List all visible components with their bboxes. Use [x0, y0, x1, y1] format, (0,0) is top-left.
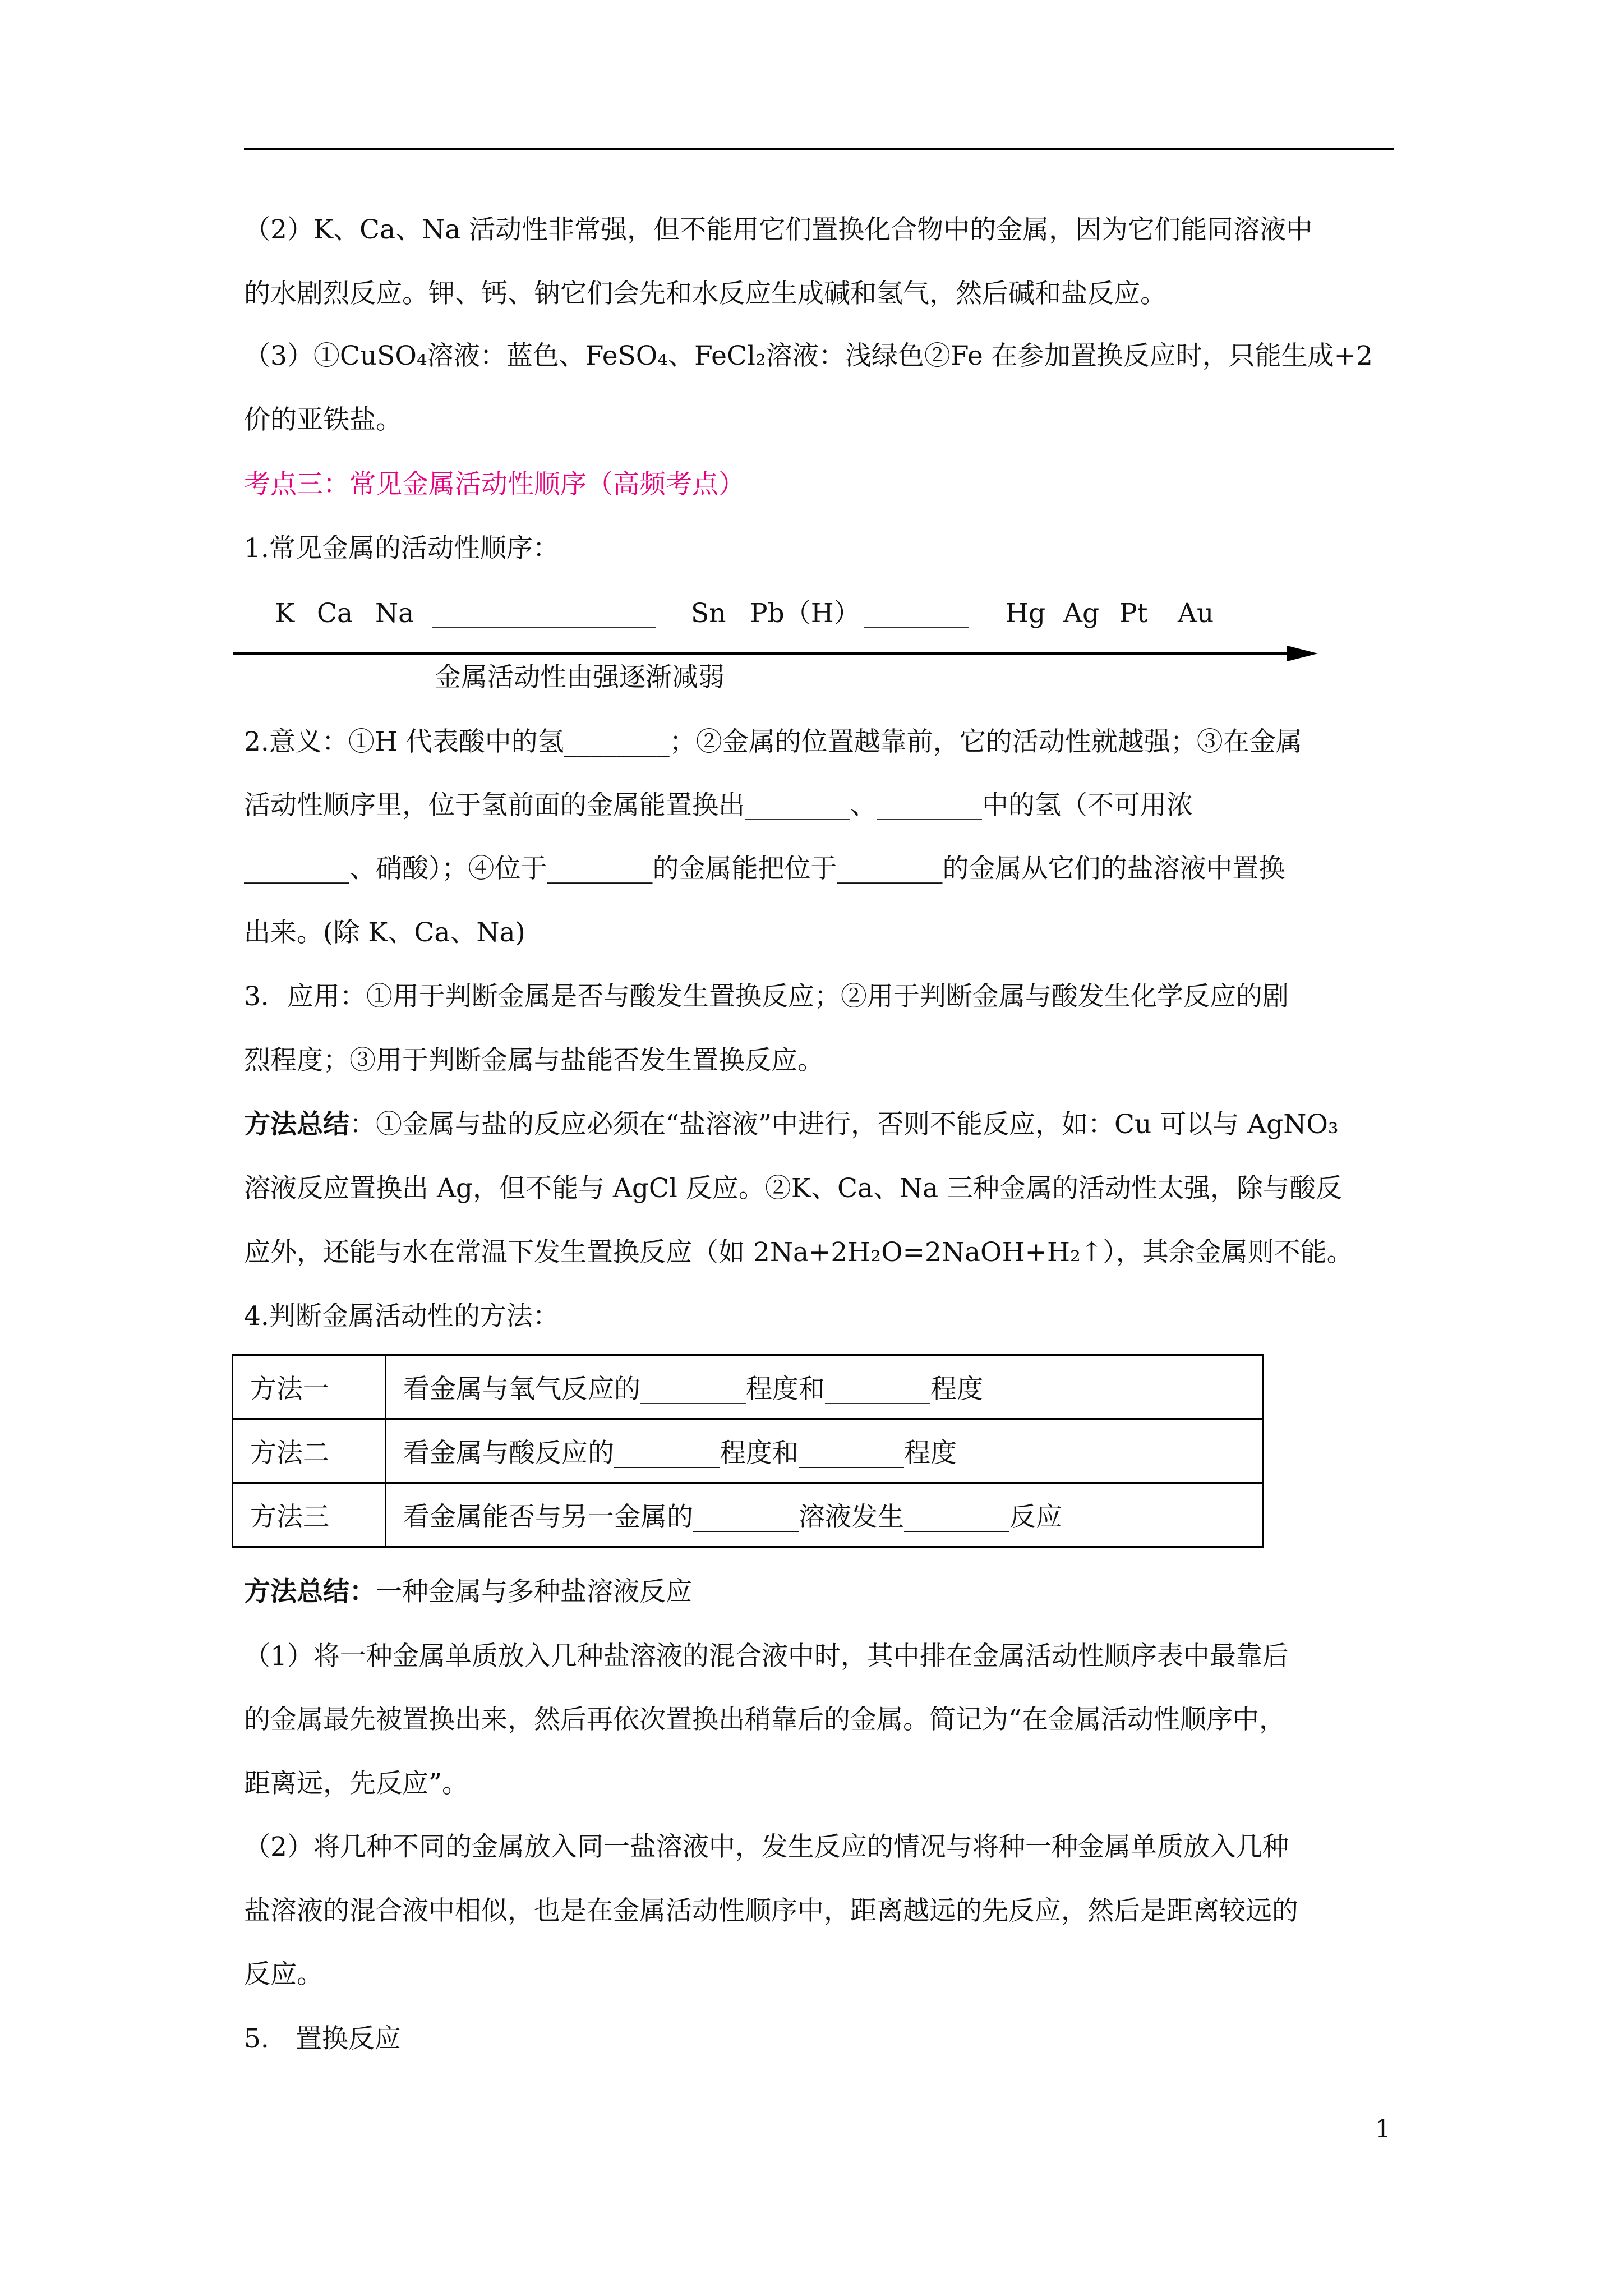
activity-arrow [233, 642, 1318, 665]
method-summary-2-title [244, 1575, 692, 1609]
method-description: 看金属与酸反应的________程度和________程度 [386, 1419, 1263, 1483]
meaning-line-4: 出来。(除 K、Ca、Na) [244, 917, 525, 948]
paragraph-3-line-2: 价的亚铁盐。 [244, 404, 402, 435]
method-summary-2-p2-line-1: （2）将几种不同的金属放入同一盐溶液中，发生反应的情况与将种一种金属单质放入几种 [244, 1832, 1289, 1862]
method-summary-2-p1-line-1: （1）将一种金属单质放入几种盐溶液的混合液中时，其中排在金属活动性顺序表中最靠后 [244, 1641, 1289, 1672]
item-5-title: 5. 置换反应 [244, 2023, 401, 2054]
method-name: 方法二 [233, 1419, 386, 1483]
method-summary-2-p1-line-3: 距离远，先反应”。 [244, 1768, 469, 1799]
method-summary-2-title-text: 一种金属与多种盐溶液反应 [376, 1576, 692, 1607]
activity-series-caption: 金属活动性由强逐渐减弱 [435, 662, 725, 693]
application-line-2: 烈程度；③用于判断金属与盐能否发生置换反应。 [244, 1045, 824, 1076]
method-name: 方法三 [233, 1483, 386, 1547]
method-summary-1-line-1 [244, 1108, 1339, 1142]
metal-sn: Sn [691, 598, 726, 629]
meaning-line-2: 活动性顺序里，位于氢前面的金属能置换出________、________中的氢（不可用浓 [244, 790, 1193, 821]
item-4-title: 4.判断金属活动性的方法： [244, 1301, 559, 1332]
method-summary-2-p1-line-2: 的金属最先被置换出来，然后再依次置换出稍靠后的金属。简记为“在金属活动性顺序中， [244, 1704, 1286, 1735]
metal-pt: Pt [1119, 598, 1148, 629]
method-summary-label: 方法总结 [244, 1109, 349, 1140]
method-summary-text: ：①金属与盐的反应必须在“盐溶液”中进行，否则不能反应，如：Cu 可以与 AgNO₃ [349, 1109, 1339, 1140]
method-summary-2-label: 方法总结： [244, 1576, 376, 1607]
method-description: 看金属与氧气反应的________程度和________程度 [386, 1355, 1263, 1419]
method-summary-1-line-3: 应外，还能与水在常温下发生置换反应（如 2Na+2H₂O=2NaOH+H₂↑），其余金属则不能。 [244, 1237, 1353, 1268]
meaning-line-3: ________、硝酸）；④位于________的金属能把位于________的金属从它们的盐溶液中置换 [244, 853, 1285, 884]
method-summary-2-p2-line-2: 盐溶液的混合液中相似，也是在金属活动性顺序中，距离越远的先反应，然后是距离较远的 [244, 1895, 1298, 1926]
method-summary-1-line-2: 溶液反应置换出 Ag，但不能与 AgCl 反应。②K、Ca、Na 三种金属的活动性太强，除与酸反 [244, 1173, 1343, 1204]
method-description: 看金属能否与另一金属的________溶液发生________反应 [386, 1483, 1263, 1547]
meaning-line-1: 2.意义：①H 代表酸中的氢________；②金属的位置越靠前，它的活动性就越强；③在金属 [244, 726, 1302, 757]
section-heading: 考点三：常见金属活动性顺序（高频考点） [244, 469, 745, 500]
table-row [233, 1483, 1263, 1547]
table-row [233, 1355, 1263, 1419]
method-name: 方法一 [233, 1355, 386, 1419]
metal-au: Au [1178, 598, 1214, 629]
paragraph-2-line-1: （2）K、Ca、Na 活动性非常强，但不能用它们置换化合物中的金属，因为它们能同溶液中 [244, 214, 1313, 245]
series-blank-1: _________________ [432, 598, 656, 629]
methods-table [232, 1354, 1264, 1548]
page-number: 1 [1375, 2115, 1391, 2143]
header-rule [244, 148, 1394, 150]
series-blank-2: ________ [864, 598, 969, 629]
application-line-1: 3．应用：①用于判断金属是否与酸发生置换反应；②用于判断金属与酸发生化学反应的剧 [244, 981, 1289, 1012]
paragraph-2-line-2: 的水剧烈反应。钾、钙、钠它们会先和水反应生成碱和氢气，然后碱和盐反应。 [244, 278, 1166, 309]
metal-ca: Ca [317, 598, 353, 629]
metal-hg: Hg [1006, 598, 1046, 629]
item-1-title: 1.常见金属的活动性顺序： [244, 533, 559, 564]
table-row [233, 1419, 1263, 1483]
metal-pb-h: Pb（H） [750, 598, 860, 629]
metal-ag: Ag [1063, 598, 1100, 629]
metal-k: K [275, 598, 295, 629]
method-summary-2-p2-line-3: 反应。 [244, 1959, 323, 1990]
activity-series-row [0, 597, 1623, 631]
paragraph-3-line-1: （3）①CuSO₄溶液：蓝色、FeSO₄、FeCl₂溶液：浅绿色②Fe 在参加置换反应时，只能生成+2 [244, 341, 1373, 371]
metal-na: Na [375, 598, 414, 629]
